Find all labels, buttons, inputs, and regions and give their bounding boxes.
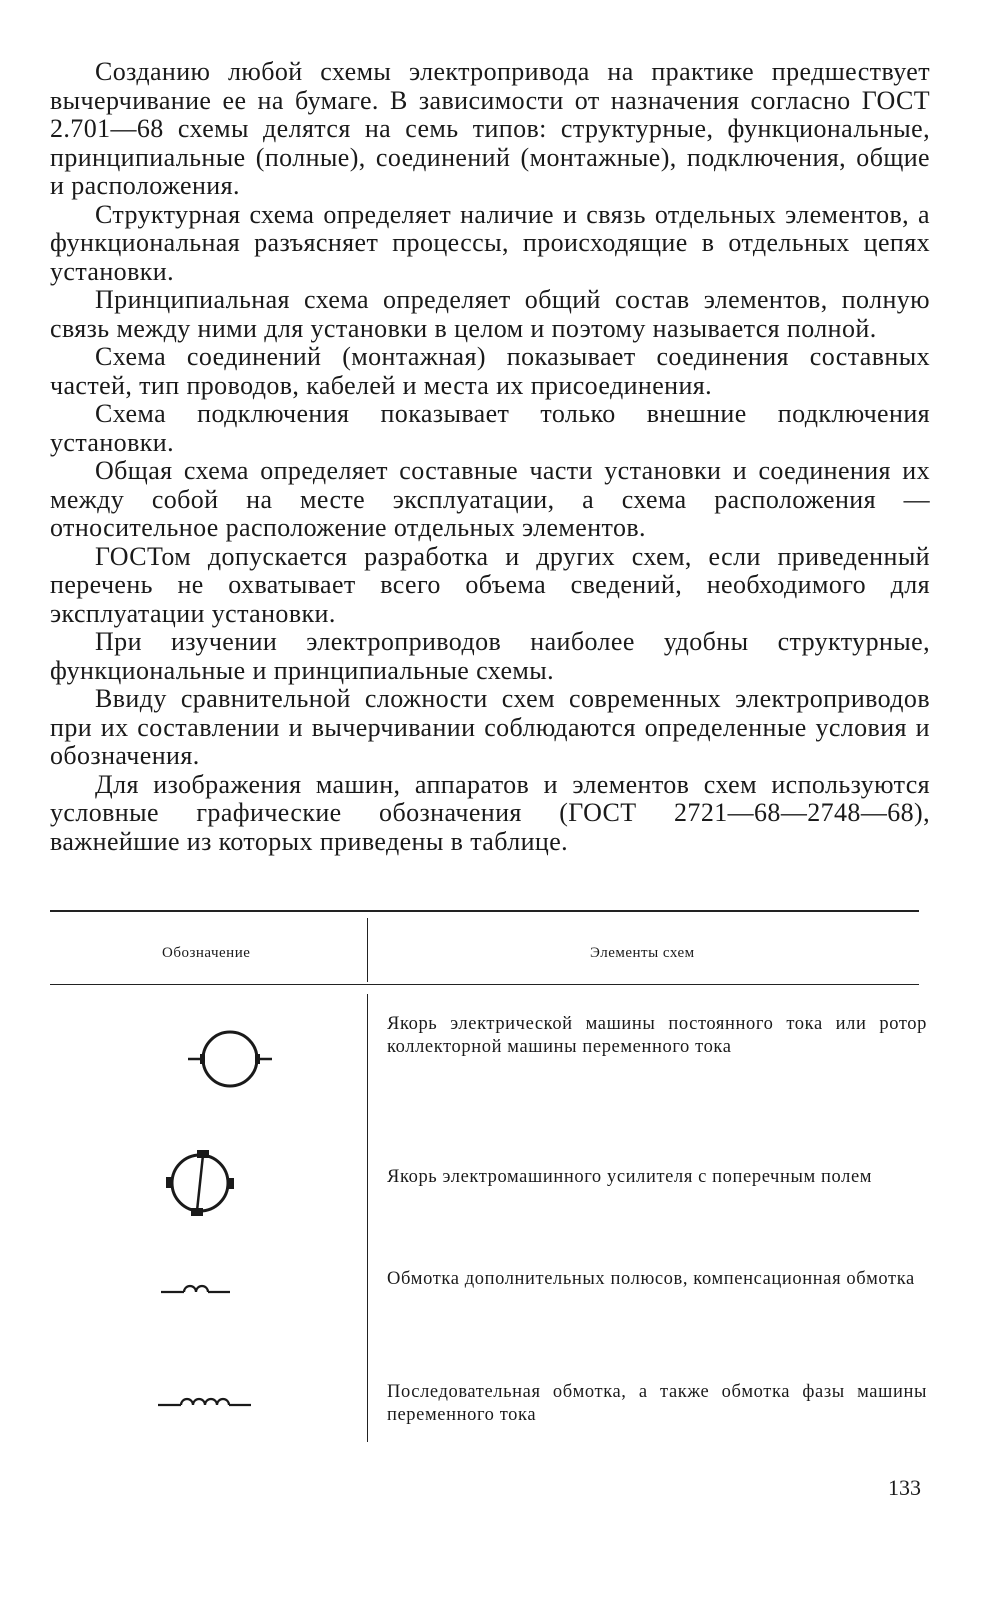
- interpole-winding-symbol: [158, 1278, 238, 1298]
- row-description: Якорь электромашинного усилителя с поперечным полем: [387, 1167, 873, 1187]
- table-header-rule: [50, 984, 919, 985]
- body-column-divider: [367, 994, 368, 1442]
- paragraph: Схема подключения показывает только внешние подключения установки.: [50, 399, 930, 457]
- page-number: 133: [888, 1475, 921, 1500]
- paragraph: ГОСТом допускается разработка и других схем, если приведенный перечень не охватывает всего объема сведений, необходимого для эксплуатации установки.: [50, 541, 930, 628]
- paragraph: Схема соединений (монтажная) показывает соединения составных частей, тип проводов, кабелей и места их присоединения.: [50, 342, 930, 400]
- paragraph: Структурная схема определяет наличие и связь отдельных элементов, а функциональная разъясняет процессы, происходящие в отдельных цепях установки.: [50, 199, 930, 286]
- amplidyne-armature-symbol: [155, 1138, 245, 1228]
- series-winding-symbol: [155, 1390, 255, 1412]
- row-description: Последовательная обмотка, а также обмотка фазы машины переменного тока: [387, 1382, 927, 1425]
- row-description: Обмотка дополнительных полюсов, компенсационная обмотка: [387, 1269, 915, 1289]
- paragraph: Созданию любой схемы электропривода на практике предшествует вычерчивание ее на бумаге. В зависимости от назначения согласно ГОСТ 2.701—68 схемы делятся на семь типов: структурные, функциональные, принципиальные (полные), соединений (монтажные), подключения, общие и расположения.: [50, 57, 930, 200]
- paragraph: Для изображения машин, аппаратов и элементов схем используются условные графические обозначения (ГОСТ 2721—68—2748—68), важнейшие из которых приведены в таблице.: [50, 769, 930, 856]
- body-text: [50, 58, 930, 856]
- header-column-divider: [367, 918, 368, 982]
- paragraph: Принципиальная схема определяет общий состав элементов, полную связь между ними для установки в целом и поэтому называется полной.: [50, 285, 930, 343]
- paragraph: Общая схема определяет составные части установки и соединения их между собой на месте эксплуатации, а схема расположения — относительное расположение отдельных элементов.: [50, 456, 930, 542]
- column-header-symbol: Обозначение: [162, 945, 251, 961]
- column-header-elements: Элементы схем: [590, 945, 695, 961]
- table-top-rule: [50, 910, 919, 912]
- row-description: Якорь электрической машины постоянного тока или ротор коллекторной машины переменного тока: [387, 1014, 927, 1057]
- paragraph: При изучении электроприводов наиболее удобны структурные, функциональные и принципиальные схемы.: [50, 627, 930, 685]
- paragraph: Ввиду сравнительной сложности схем современных электроприводов при их составлении и вычерчивании соблюдаются определенные условия и обозначения.: [50, 684, 930, 770]
- armature-dc-machine-symbol: [180, 1025, 280, 1095]
